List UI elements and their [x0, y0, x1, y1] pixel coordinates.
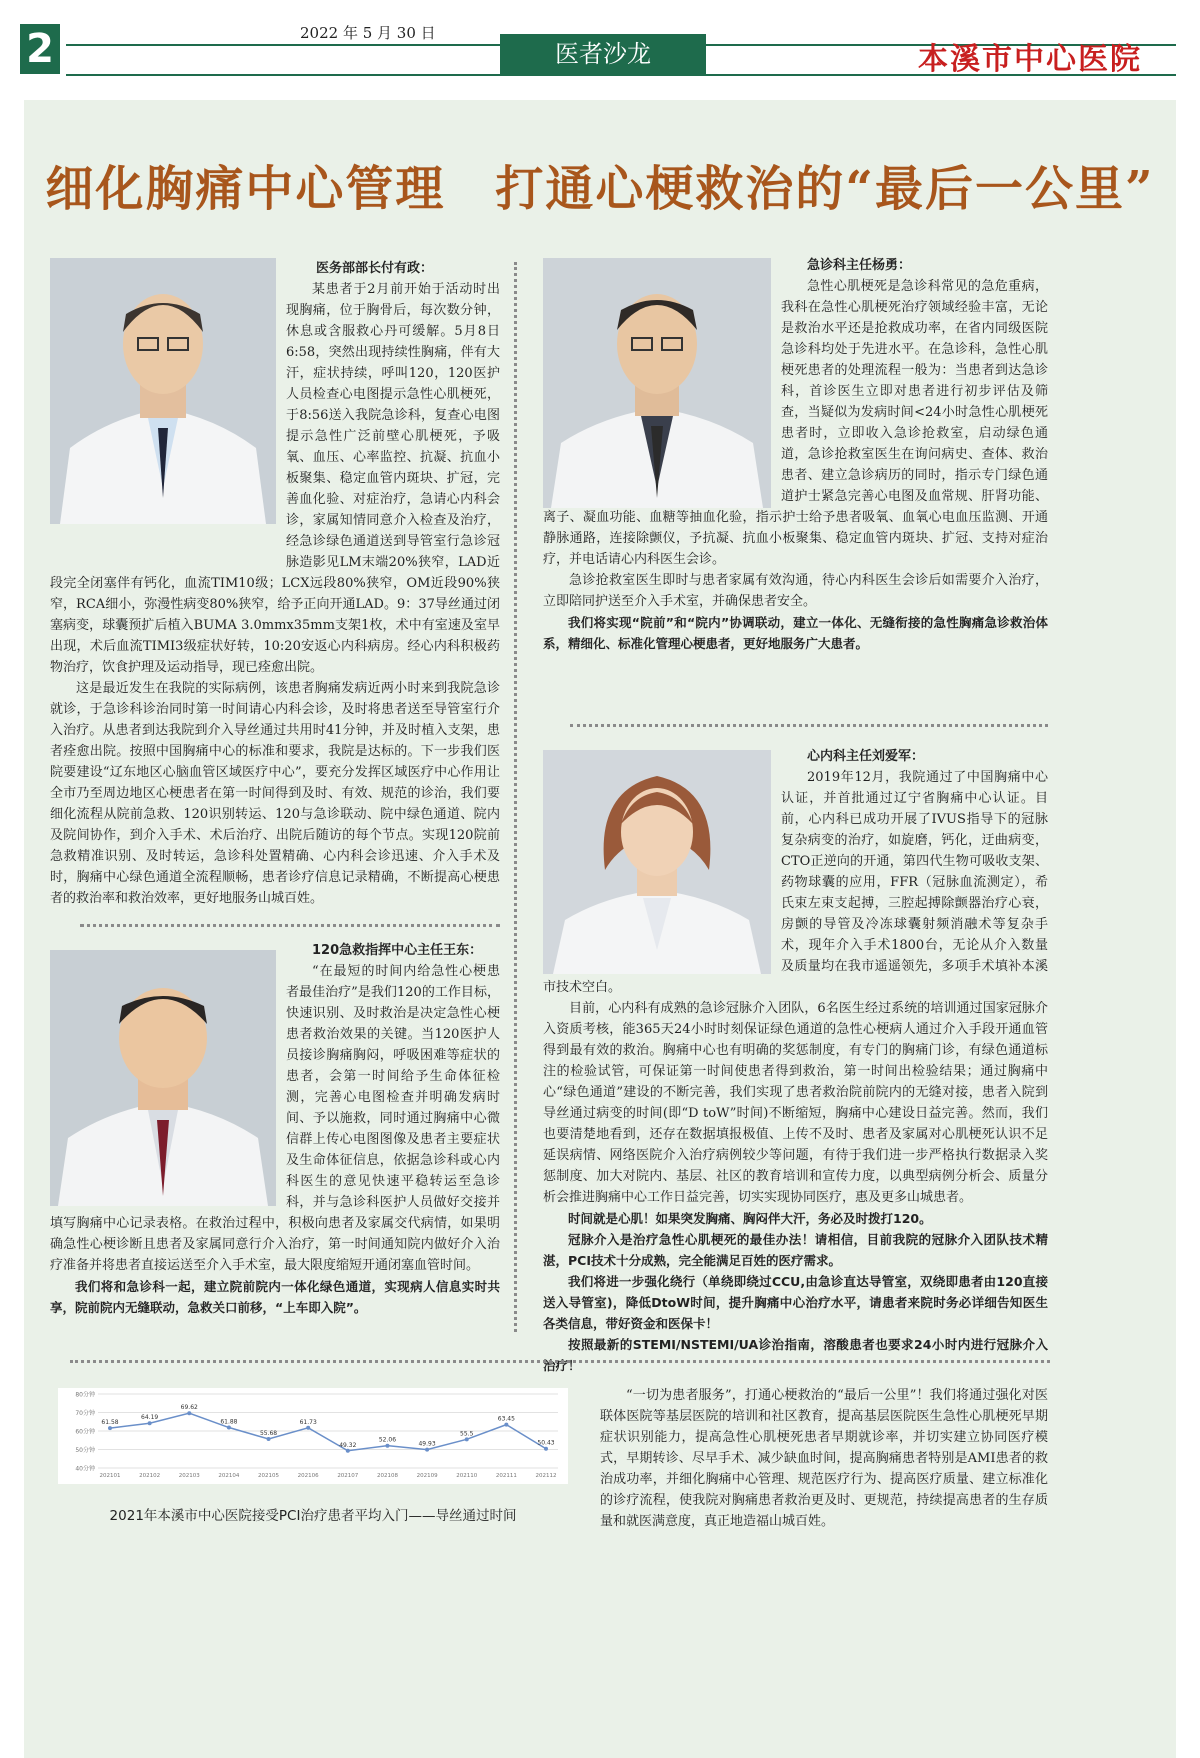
chart-data-label: 69.62: [180, 1404, 198, 1412]
chart-x-tick-label: 202107: [337, 1473, 359, 1479]
chart-y-tick-label: 60分钟: [75, 1428, 95, 1436]
fu-photo-wrap-spacer: [50, 279, 286, 557]
yang-paragraph-3: 我们将实现“院前”和“院内”协调联动，建立一体化、无缝衔接的急性胸痛急诊救治体系，精细化、标准化管理心梗患者，更好地服务广大患者。: [543, 615, 1048, 651]
chart-x-tick-label: 202102: [139, 1473, 161, 1479]
wang-paragraph-2: 我们将和急诊科一起，建立院前院内一体化绿色通道，实现病人信息实时共享，院前院内无缝联动，急救关口前移，“上车即入院”。: [50, 1279, 500, 1315]
chart-point: [346, 1449, 350, 1453]
chart-data-label: 61.58: [101, 1419, 119, 1427]
chart-data-label: 61.73: [299, 1418, 317, 1426]
chart-data-label: 55.5: [460, 1430, 474, 1438]
column-divider: [514, 262, 517, 1332]
chart-x-tick-label: 202112: [535, 1473, 557, 1479]
liu-body: [543, 746, 1048, 1373]
closing-body: [600, 1385, 1048, 1545]
yang-paragraph-1: 急性心肌梗死是急诊科常见的急危重病，我科在急性心肌梗死治疗领域经验丰富，无论是救治水平还是抢救成功率，在省内同级医院急诊科均处于先进水平。在急诊科，急性心肌梗死患者的处理流程一般为：当患者到达急诊科，首诊医生立即对患者进行初步评估及筛查，当疑似为发病时间<24小时急性心肌梗死患者时，立即收入急诊抢救室，启动绿色通道，急诊抢救室医生在询问病史、查体、救治患者、建立急诊病历的同时，指示专门绿色通道护士紧急完善心电图及血常规、肝肾功能、离子、凝血功能、血糖等抽血化验，指示护士给予患者吸氧、血氧心电血压监测、开通静脉通路，连接除颤仪，予抗凝、抗血小板聚集、稳定血管内斑块、扩冠、支持对症治疗，并电话请心内科医生会诊。: [543, 279, 1048, 567]
chart-point: [465, 1437, 469, 1441]
headline: 细化胸痛中心管理 打通心梗救治的“最后一公里”: [45, 161, 1155, 217]
liu-paragraph-2: 目前，心内科有成熟的急诊冠脉介入团队，6名医生经过系统的培训通过国家冠脉介入资质考核，能365天24小时时刻保证绿色通道的急性心梗病人通过介入手段开通血管得到最有效的救治。胸痛中心也有明确的奖惩制度，有专门的胸痛门诊，有绿色通道标注的检验试管，可保证第一时间使患者得到救治，第一时间出检验结果；通过胸痛中心“绿色通道”建设的不断完善，我们实现了患者救治院前院内的无缝对接，患者入院到导丝通过病变的时间(即“D toW”时间)不断缩短，胸痛中心建设日益完善。然而，我们也要清楚地看到，还存在数据填报极值、上传不及时、患者及家属对心肌梗死认识不足延误病情、网络医院介入治疗病例较少等问题，有待于我们进一步严格执行数据录入奖惩制度、加大对院内、基层、社区的教育培训和宣传力度，以典型病例分析会、质量分析会推进胸痛中心工作日益完善，切实实现协同医疗，惠及更多山城患者。: [543, 1001, 1048, 1205]
chart-x-tick-label: 202109: [416, 1473, 438, 1479]
chart-data-label: 64.19: [141, 1414, 159, 1422]
chart-point: [148, 1421, 152, 1425]
section-title: 医者沙龙: [500, 34, 706, 74]
speaker-yang: 急诊科主任杨勇：: [807, 258, 912, 273]
chart-series-line: [110, 1413, 546, 1451]
liu-paragraph-1: 2019年12月，我院通过了中国胸痛中心认证，并首批通过辽宁省胸痛中心认证。目前，心内科已成功开展了IVUS指导下的冠脉复杂病变的治疗，如旋磨，钙化，迂曲病变，CTO正逆向的开通，第四代生物可吸收支架、药物球囊的应用，FFR（冠脉血流测定），希氏束左束支起搏，三腔起搏除颤器治疗心衰，房颤的导管及冷冻球囊射频消融术等复杂手术，现年介入手术1800台，无论从介入数量及质量均在我市遥遥领先，多项手术填补本溪市技术空白。: [543, 770, 1048, 995]
chart-x-tick-label: 202103: [178, 1473, 200, 1479]
chart-data-label: 49.93: [418, 1440, 436, 1448]
chart-point: [504, 1423, 508, 1427]
yang-paragraph-2: 急诊抢救室医生即时与患者家属有效沟通，待心内科医生会诊后如需要介入治疗，立即陪同护送至介入手术室，并确保患者安全。: [543, 573, 1048, 609]
yang-body: [543, 255, 1048, 655]
chart-x-tick-label: 202104: [218, 1473, 240, 1479]
chart-x-tick-label: 202101: [99, 1473, 121, 1479]
chart-data-label: 49.32: [339, 1441, 357, 1449]
chart-y-tick-label: 70分钟: [75, 1410, 95, 1417]
chart-point: [187, 1411, 191, 1415]
chart-caption: 2021年本溪市中心医院接受PCI治疗患者平均入门——导丝通过时间: [109, 1508, 517, 1524]
chart-data-label: 55.68: [259, 1429, 278, 1437]
chart-point: [108, 1426, 112, 1430]
fu-body: [50, 279, 500, 906]
liu-bold-1: 时间就是心肌！如果突发胸痛、胸闷伴大汗，务必及时拨打120。: [568, 1211, 932, 1226]
chart-y-tick-label: 80分钟: [75, 1391, 95, 1399]
divider-right-1: [570, 724, 1048, 727]
closing-paragraph: “一切为患者服务”，打通心梗救治的“最后一公里”！我们将通过强化对医联体医院等基层医院的培训和社区教育，提高基层医院医生急性心肌梗死早期症状识别能力，提高急性心肌梗死患者早期就诊率，并切实建立协同医疗模式，早期转诊、尽早手术、减少缺血时间，提高胸痛患者特别是AMI患者的救治成功率，并细化胸痛中心管理、规范医疗行为、提高医疗质量、建立标准化的诊疗流程，使我院对胸痛患者救治更及时、更规范，持续提高患者的生存质量和就医满意度，真正地造福山城百姓。: [600, 1388, 1048, 1529]
chart-point: [544, 1447, 548, 1451]
pci-time-chart: [58, 1388, 568, 1484]
wang-body: [50, 940, 500, 1340]
chart-y-tick-label: 50分钟: [75, 1447, 95, 1454]
fu-paragraph-1: 某患者于2月前开始于活动时出现胸痛，位于胸骨后，每次数分钟，休息或含服救心丹可缓解。5月8日6:58，突然出现持续性胸痛，伴有大汗，症状持续，呼叫120，120医护人员检查心电图提示急性心肌梗死，于8:56送入我院急诊科，复查心电图提示急性广泛前壁心肌梗死，予吸氧、血压、心率监控、抗凝、抗血小板聚集、稳定血管内斑块、扩冠，完善血化验、对症治疗，急请心内科会诊，家属知情同意介入检查及治疗，经急诊绿色通道送到导管室行急诊冠脉造影见LM末端20%狭窄，LAD近段完全闭塞伴有钙化，血流TIM10级；LCX远段80%狭窄，OM近段90%狭窄，RCA细小，弥漫性病变80%狭窄，给予正向开通LAD。9：37导丝通过闭塞病变，球囊预扩后植入BUMA 3.0mmx35mm支架1枚，术中有室速及室早出现，术后血流TIMI3级症状好转，10:20安返心内科病房。经心内科积极药物治疗，饮食护理及运动指导，现已痊愈出院。: [50, 282, 500, 675]
liu-bold-2: 冠脉介入是治疗急性心肌梗死的最佳办法！请相信，目前我院的冠脉介入团队技术精湛，PCI技术十分成熟，完全能满足百姓的医疗需求。: [543, 1232, 1048, 1268]
chart-data-label: 50.43: [537, 1439, 555, 1447]
chart-y-tick-label: 40分钟: [75, 1465, 95, 1473]
chart-data-label: 52.06: [378, 1436, 397, 1444]
wang-paragraph-1: “在最短的时间内给急性心梗患者最佳治疗”是我们120的工作目标，快速识别、及时救治是决定急性心梗患者救治效果的关键。当120医护人员接诊胸痛胸闷，呼吸困难等症状的患者，会第一时间给予生命体征检测，完善心电图检查并明确发病时间、予以施救，同时通过胸痛中心微信群上传心电图图像及患者主要症状及生命体征信息，依据急诊科或心内科医生的意见快速平稳转运至急诊科，并与急诊科医护人员做好交接并填写胸痛中心记录表格。在救治过程中，积极向患者及家属交代病情，如果明确急性心梗诊断且患者及家属同意行介入治疗，第一时间通知院内做好介入治疗准备并将患者直接运送至介入手术室，最大限度缩短开通闭塞血管时间。: [50, 964, 500, 1273]
liu-photo-wrap-spacer: [543, 746, 781, 974]
page-number: 2: [20, 24, 60, 74]
liu-bold-3: 我们将进一步强化绕行（单绕即绕过CCU,由急诊直达导管室，双绕即患者由120直接送入导管室)，降低DtoW时间，提升胸痛中心治疗水平，请患者来院时务必详细告知医生各类信息，带好资金和医保卡！: [543, 1274, 1048, 1331]
chart-point: [227, 1426, 231, 1430]
chart-point: [425, 1448, 429, 1452]
speaker-wang: 120急救指挥中心主任王东：: [312, 943, 483, 958]
chart-x-tick-label: 202111: [495, 1473, 517, 1479]
chart-x-tick-label: 202106: [297, 1473, 319, 1479]
hospital-logo-text: 本溪市中心医院: [918, 42, 1142, 77]
divider-left-1: [80, 924, 500, 927]
divider-bottom: [70, 1360, 1050, 1363]
speaker-liu: 心内科主任刘爱军：: [807, 749, 925, 764]
chart-point: [385, 1444, 389, 1448]
chart-x-tick-label: 202108: [376, 1473, 398, 1479]
issue-date: 2022 年 5 月 30 日: [300, 24, 436, 42]
chart-data-label: 61.88: [220, 1418, 238, 1426]
fu-paragraph-2: 这是最近发生在我院的实际病例，该患者胸痛发病近两小时来到我院急诊就诊，于急诊科诊治同时第一时间请心内科会诊，及时将患者送至导管室行介入治疗。从患者到达我院到介入导丝通过共用时41分钟，并及时植入支架，患者痊愈出院。按照中国胸痛中心的标准和要求，我院是达标的。下一步我们医院要建设“辽东地区心脑血管区域医疗中心”，要充分发挥区域医疗中心作用让全市乃至周边地区心梗患者在第一时间得到及时、有效、规范的诊治，我们要细化流程从院前急救、120识别转运、120与急诊联动、院中绿色通道、院内及院间协作，到介入手术、术后治疗、出院后随访的每个节点。实现120院前急救精准识别、及时转运，急诊科处置精确、心内科会诊迅速、介入手术及时，胸痛中心绿色通道全流程顺畅，患者诊疗信息记录精确，不断提高心梗患者的救治率和救治效率，更好地服务山城百姓。: [50, 681, 500, 906]
speaker-fu: 医务部部长付有政：: [316, 261, 434, 276]
wang-photo-wrap-spacer: [50, 940, 286, 1212]
chart-point: [306, 1426, 310, 1430]
chart-point: [267, 1437, 271, 1441]
chart-data-label: 63.45: [497, 1415, 515, 1423]
liu-bold-4: 按照最新的STEMI/NSTEMI/UA诊治指南，溶酸患者也要求24小时内进行冠脉介入治疗！: [543, 1337, 1048, 1373]
yang-photo-wrap-spacer: [543, 255, 781, 507]
chart-x-tick-label: 202110: [456, 1473, 478, 1479]
chart-x-tick-label: 202105: [258, 1473, 280, 1479]
chart-svg: [58, 1388, 568, 1484]
